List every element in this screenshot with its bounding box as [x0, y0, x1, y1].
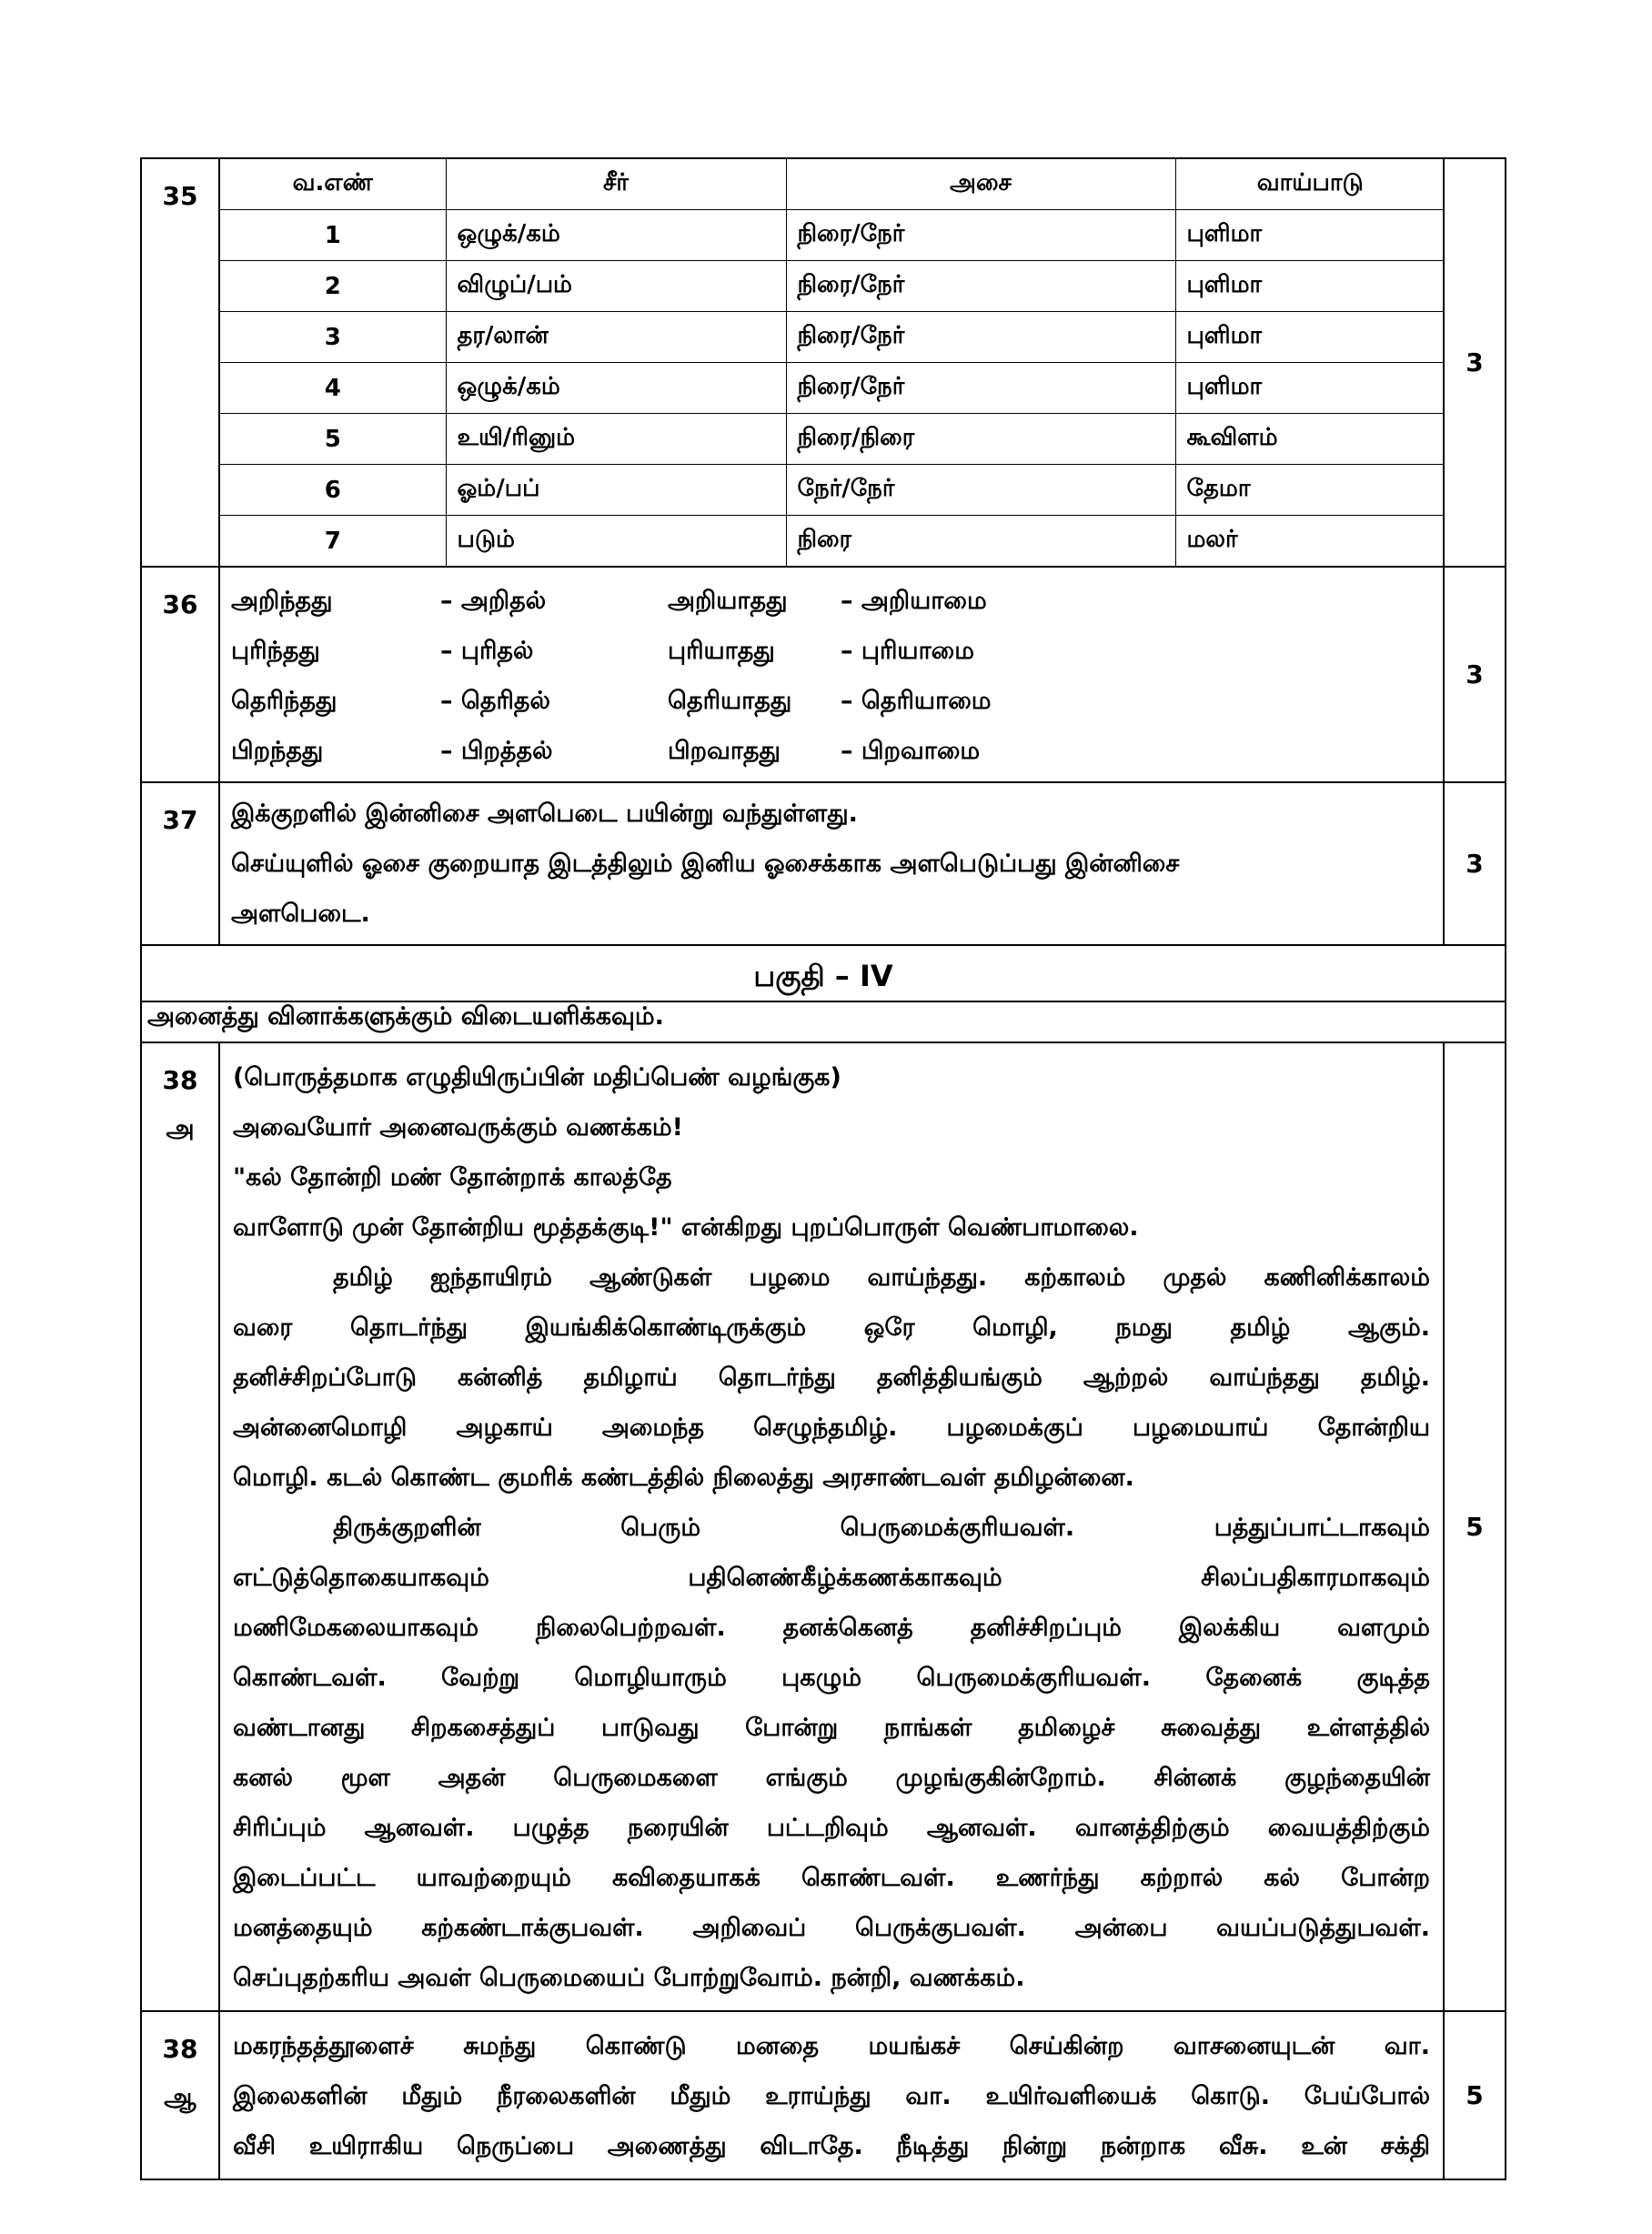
q38b-line: இலைகளின் மீதும் நீரலைகளின் மீதும் உராய்ந்து வா. உயிர்வளியைக் கொடு. பேய்போல் — [233, 2082, 1430, 2110]
q37-line-2: செய்யுளில் ஓசை குறையாத இடத்திலும் இனிய ஓசைக்காக அளபெடுப்பது இன்னிசை — [231, 850, 1180, 878]
q38a-line: வரை தொடர்ந்து இயங்கிக்கொண்டிருக்கும் ஒரே மொழி, நமது தமிழ் ஆகும். — [233, 1313, 1430, 1342]
q38a-line: செப்புதற்கரிய அவள் பெருமையைப் போற்றுவோம். நன்றி, வணக்கம். — [233, 1964, 1025, 1992]
q38a-marks: 5 — [1444, 1042, 1506, 2011]
list-item: – புரிதல் — [440, 637, 534, 665]
q35-answer — [219, 158, 1444, 567]
q35-header-asai: அசை — [786, 159, 1175, 210]
q35-header-seer: சீர் — [446, 159, 786, 210]
list-item: – தெரியாமை — [841, 687, 992, 715]
q38a-answer — [219, 1042, 1444, 2011]
table-row — [220, 414, 1445, 465]
q35-meter-table — [220, 159, 1445, 566]
q38a-number-value: 38 — [162, 1065, 198, 1095]
q37-line-1: இக்குறளில் இன்னிசை அளபெடை பயின்று வந்துள்ளது. — [231, 800, 858, 828]
q38a-line: அன்னைமொழி அழகாய் அமைந்த செழுந்தமிழ். பழமைக்குப் பழமையாய் தோன்றிய — [233, 1414, 1430, 1442]
q36-word-grid — [231, 573, 1432, 776]
cell-seer: ஓம்/பப் — [446, 465, 786, 516]
q38a-line: மொழி. கடல் கொண்ட குமரிக் கண்டத்தில் நிலைத்து அரசாண்டவள் தமிழன்னை. — [233, 1464, 1134, 1492]
table-row — [220, 363, 1445, 414]
cell-seer: தர/லான் — [446, 312, 786, 363]
table-row — [220, 465, 1445, 516]
q38a-line: தனிச்சிறப்போடு கன்னித் தமிழாய் தொடர்ந்து தனித்தியங்கும் ஆற்றல் வாய்ந்தது தமிழ். — [233, 1364, 1430, 1392]
cell-asai: நிரை/நேர் — [786, 261, 1175, 312]
q38a-line: (பொருத்தமாக எழுதியிருப்பின் மதிப்பெண் வழங்குக) — [233, 1063, 841, 1092]
list-item: – பிறத்தல் — [440, 737, 553, 765]
cell-seer: விழுப்/பம் — [446, 261, 786, 312]
cell-sno: 3 — [220, 312, 446, 363]
q38b-answer — [219, 2011, 1444, 2179]
q36-answer — [219, 567, 1444, 782]
cell-sno: 4 — [220, 363, 446, 414]
cell-vaaipaadu: தேமா — [1175, 465, 1445, 516]
list-item: தெரிந்தது — [231, 687, 337, 715]
q38a-line: வாளோடு முன் தோன்றிய மூத்தக்குடி!" என்கிறது புறப்பொருள் வெண்பாமாலை. — [233, 1213, 1139, 1242]
cell-seer: படும் — [446, 516, 786, 567]
q38b-line: வீசி உயிராகிய நெருப்பை அணைத்து விடாதே. நீடித்து நின்று நன்றாக வீசு. உன் சக்தி — [233, 2132, 1430, 2160]
cell-asai: நிரை/நிரை — [786, 414, 1175, 465]
cell-sno: 6 — [220, 465, 446, 516]
q38a-line: மனத்தையும் கற்கண்டாக்குபவள். அறிவைப் பெருக்குபவள். அன்பை வயப்படுத்துபவள். — [233, 1914, 1430, 1942]
q36-number: 36 — [141, 567, 219, 782]
q35-number: 35 — [141, 158, 219, 567]
q38a-sub-label: அ — [166, 1113, 195, 1144]
q38b-marks: 5 — [1444, 2011, 1506, 2179]
q38b-line: மகரந்தத்தூளைச் சுமந்து கொண்டு மனதை மயங்கச் செய்கின்ற வாசனையுடன் வா. — [233, 2032, 1430, 2060]
section-title-row — [141, 945, 1506, 1001]
cell-seer: ஒழுக்/கம் — [446, 210, 786, 261]
list-item: புரிந்தது — [231, 637, 320, 665]
cell-sno: 1 — [220, 210, 446, 261]
q38b-sub-label: ஆ — [164, 2082, 196, 2113]
q35-header-vaaipaadu: வாய்பாடு — [1175, 159, 1445, 210]
cell-seer: உயி/ரினும் — [446, 414, 786, 465]
q36-row — [141, 567, 1506, 782]
q38a-line: திருக்குறளின் பெரும் பெருமைக்குரியவள். பத்துப்பாட்டாகவும் — [333, 1514, 1430, 1542]
cell-asai: நிரை/நேர் — [786, 363, 1175, 414]
list-item: – அறிதல் — [440, 587, 547, 615]
list-item: – தெரிதல் — [440, 687, 550, 715]
q38a-line: அவையோர் அனைவருக்கும் வணக்கம்! — [233, 1113, 683, 1142]
table-row — [220, 516, 1445, 567]
q35-marks: 3 — [1444, 158, 1506, 567]
cell-asai: நிரை — [786, 516, 1175, 567]
table-row — [220, 210, 1445, 261]
q38a-line: இடைப்பட்ட யாவற்றையும் கவிதையாகக் கொண்டவள். உணர்ந்து கற்றால் கல் போன்ற — [233, 1864, 1430, 1892]
section-instruction-row — [141, 1001, 1506, 1042]
section-title: பகுதி – IV — [141, 945, 1506, 1001]
section-instruction: அனைத்து வினாக்களுக்கும் விடையளிக்கவும். — [141, 1001, 1506, 1042]
cell-sno: 7 — [220, 516, 446, 567]
list-item: – பிறவாமை — [841, 737, 981, 765]
q35-header-row — [220, 159, 1445, 210]
list-item: தெரியாதது — [668, 687, 792, 715]
q38a-line: மணிமேகலையாகவும் நிலைபெற்றவள். தனக்கெனத் தனிச்சிறப்பும் இலக்கிய வளமும் — [233, 1614, 1430, 1642]
q38a-row — [141, 1042, 1506, 2011]
q37-marks: 3 — [1444, 782, 1506, 945]
list-item: அறிந்தது — [231, 587, 333, 615]
q38a-number — [141, 1042, 219, 2011]
cell-asai: நேர்/நேர் — [786, 465, 1175, 516]
cell-seer: ஒழுக்/கம் — [446, 363, 786, 414]
list-item: அறியாதது — [668, 587, 788, 615]
list-item: புரியாதது — [668, 637, 775, 665]
q38a-line: சிரிப்பும் ஆனவள். பழுத்த நரையின் பட்டறிவும் ஆனவள். வானத்திற்கும் வையத்திற்கும் — [233, 1814, 1430, 1842]
list-item: பிறந்தது — [231, 737, 324, 765]
cell-vaaipaadu: புளிமா — [1175, 363, 1445, 414]
q38a-line: வண்டானது சிறகசைத்துப் பாடுவது போன்று நாங்கள் தமிழைச் சுவைத்து உள்ளத்தில் — [233, 1714, 1430, 1742]
cell-asai: நிரை/நேர் — [786, 210, 1175, 261]
q37-answer — [219, 782, 1444, 945]
cell-vaaipaadu: புளிமா — [1175, 261, 1445, 312]
cell-asai: நிரை/நேர் — [786, 312, 1175, 363]
q37-line-3: அளபெடை. — [231, 900, 370, 928]
q35-row — [141, 158, 1506, 567]
list-item: – புரியாமை — [841, 637, 974, 665]
q37-row — [141, 782, 1506, 945]
list-item: – அறியாமை — [841, 587, 987, 615]
q38a-line: எட்டுத்தொகையாகவும் பதினெண்கீழ்க்கணக்காகவும் சிலப்பதிகாரமாகவும் — [233, 1564, 1430, 1592]
answer-table — [140, 157, 1506, 2180]
list-item: பிறவாதது — [668, 737, 781, 765]
cell-vaaipaadu: புளிமா — [1175, 210, 1445, 261]
table-row — [220, 261, 1445, 312]
q38a-line: "கல் தோன்றி மண் தோன்றாக் காலத்தே — [233, 1163, 672, 1192]
cell-vaaipaadu: கூவிளம் — [1175, 414, 1445, 465]
q37-number: 37 — [141, 782, 219, 945]
q38a-line: கனல் மூள அதன் பெருமைகளை எங்கும் முழங்குகின்றோம். சின்னக் குழந்தையின் — [233, 1764, 1430, 1792]
answer-key-page — [140, 157, 1505, 2180]
q36-marks: 3 — [1444, 567, 1506, 782]
q38b-number-value: 38 — [162, 2034, 198, 2064]
table-row — [220, 312, 1445, 363]
cell-vaaipaadu: மலர் — [1175, 516, 1445, 567]
q38b-row — [141, 2011, 1506, 2179]
cell-vaaipaadu: புளிமா — [1175, 312, 1445, 363]
q35-header-sno: வ.எண் — [220, 159, 446, 210]
q38a-line: கொண்டவள். வேற்று மொழியாரும் புகழும் பெருமைக்குரியவள். தேனைக் குடித்த — [233, 1664, 1430, 1692]
cell-sno: 5 — [220, 414, 446, 465]
q38a-line: தமிழ் ஐந்தாயிரம் ஆண்டுகள் பழமை வாய்ந்தது. கற்காலம் முதல் கணினிக்காலம் — [333, 1263, 1430, 1292]
cell-sno: 2 — [220, 261, 446, 312]
q38b-number — [141, 2011, 219, 2179]
